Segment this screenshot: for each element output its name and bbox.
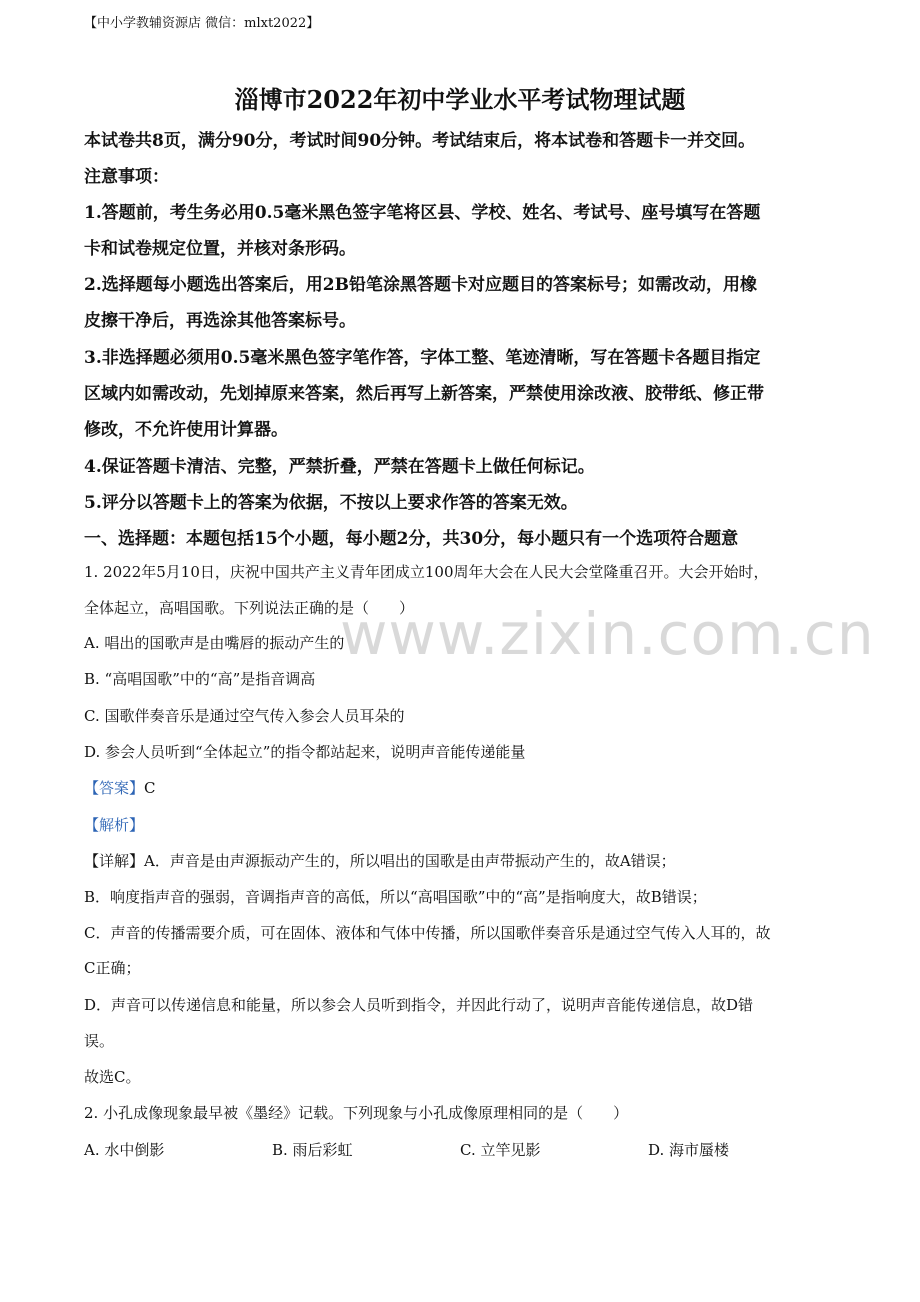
q1-option-d: D. 参会人员听到“全体起立”的指令都站起来，说明声音能传递能量	[84, 743, 526, 761]
q1-detail-line	[84, 850, 844, 871]
q1-stem: 1. 2022年5月10日，庆祝中国共产主义青年团成立100周年大会在人民大会堂隆重召开。大会开始时，	[84, 563, 769, 581]
answer-value: C	[144, 779, 156, 797]
notice-line: 4.保证答题卡清洁、完整，严禁折叠，严禁在答题卡上做任何标记。	[84, 457, 595, 477]
q2-option-a: A. 水中倒影	[84, 1141, 165, 1159]
q1-detail-line: 故选C。	[84, 1068, 141, 1086]
notice-line: 区域内如需改动，先划掉原来答案，然后再写上新答案，严禁使用涂改液、胶带纸、修正带	[84, 384, 764, 404]
section-title: 一、选择题：本题包括15个小题，每小题2分，共30分，每小题只有一个选项符合题意	[84, 529, 739, 549]
analysis-label: 【解析】	[84, 816, 145, 834]
notice-line: 5.评分以答题卡上的答案为依据，不按以上要求作答的答案无效。	[84, 493, 578, 513]
page-title: 淄博市2022年初中学业水平考试物理试题	[234, 85, 686, 114]
notice-line: 3.非选择题必须用0.5毫米黑色签字笔作答，字体工整、笔迹清晰，写在答题卡各题目指定	[84, 348, 761, 368]
q2-option-c: C. 立竿见影	[460, 1141, 541, 1159]
q1-detail-line: 误。	[84, 1032, 115, 1050]
notice-line: 修改，不允许使用计算器。	[84, 420, 288, 440]
q1-detail-line: B．响度指声音的强弱，音调指声音的高低，所以“高唱国歌”中的“高”是指响度大，故B错误；	[84, 888, 707, 906]
watermark: www.zixin.com.cn	[340, 600, 875, 668]
notice-line: 卡和试卷规定位置，并核对条形码。	[84, 239, 356, 259]
q1-answer	[84, 777, 844, 798]
detail-text: A．声音是由声源振动产生的，所以唱出的国歌是由声带振动产生的，故A错误；	[144, 852, 676, 870]
header-note: 【中小学教辅资源店 微信：mlxt2022】	[84, 16, 320, 31]
q2-option-b: B. 雨后彩虹	[272, 1141, 353, 1159]
notice-line: 1.答题前，考生务必用0.5毫米黑色签字笔将区县、学校、姓名、考试号、座号填写在答题	[84, 203, 761, 223]
q2-option-d: D. 海市蜃楼	[648, 1141, 730, 1159]
notice-line: 皮擦干净后，再选涂其他答案标号。	[84, 311, 356, 331]
detail-label: 【详解】	[84, 852, 145, 870]
q1-option-a: A. 唱出的国歌声是由嘴唇的振动产生的	[84, 634, 345, 652]
answer-label: 【答案】	[84, 779, 145, 797]
notice-line: 2.选择题每小题选出答案后，用2B铅笔涂黑答题卡对应题目的答案标号；如需改动，用橡	[84, 275, 757, 295]
q1-detail-line: C正确；	[84, 959, 141, 977]
intro-text: 本试卷共8页，满分90分，考试时间90分钟。考试结束后，将本试卷和答题卡一并交回。	[84, 131, 756, 151]
q1-option-b: B. “高唱国歌”中的“高”是指音调高	[84, 670, 316, 688]
q1-detail-line: D．声音可以传递信息和能量，所以参会人员听到指令，并因此行动了，说明声音能传递信息，故D错	[84, 996, 754, 1014]
q2-stem: 2. 小孔成像现象最早被《墨经》记载。下列现象与小孔成像原理相同的是（ ）	[84, 1104, 629, 1122]
q1-detail-line: C．声音的传播需要介质，可在固体、液体和气体中传播，所以国歌伴奏音乐是通过空气传入人耳的，故	[84, 924, 771, 942]
q1-option-c: C. 国歌伴奏音乐是通过空气传入参会人员耳朵的	[84, 707, 405, 725]
notice-title: 注意事项：	[84, 167, 169, 187]
q1-stem: 全体起立，高唱国歌。下列说法正确的是（ ）	[84, 599, 415, 617]
